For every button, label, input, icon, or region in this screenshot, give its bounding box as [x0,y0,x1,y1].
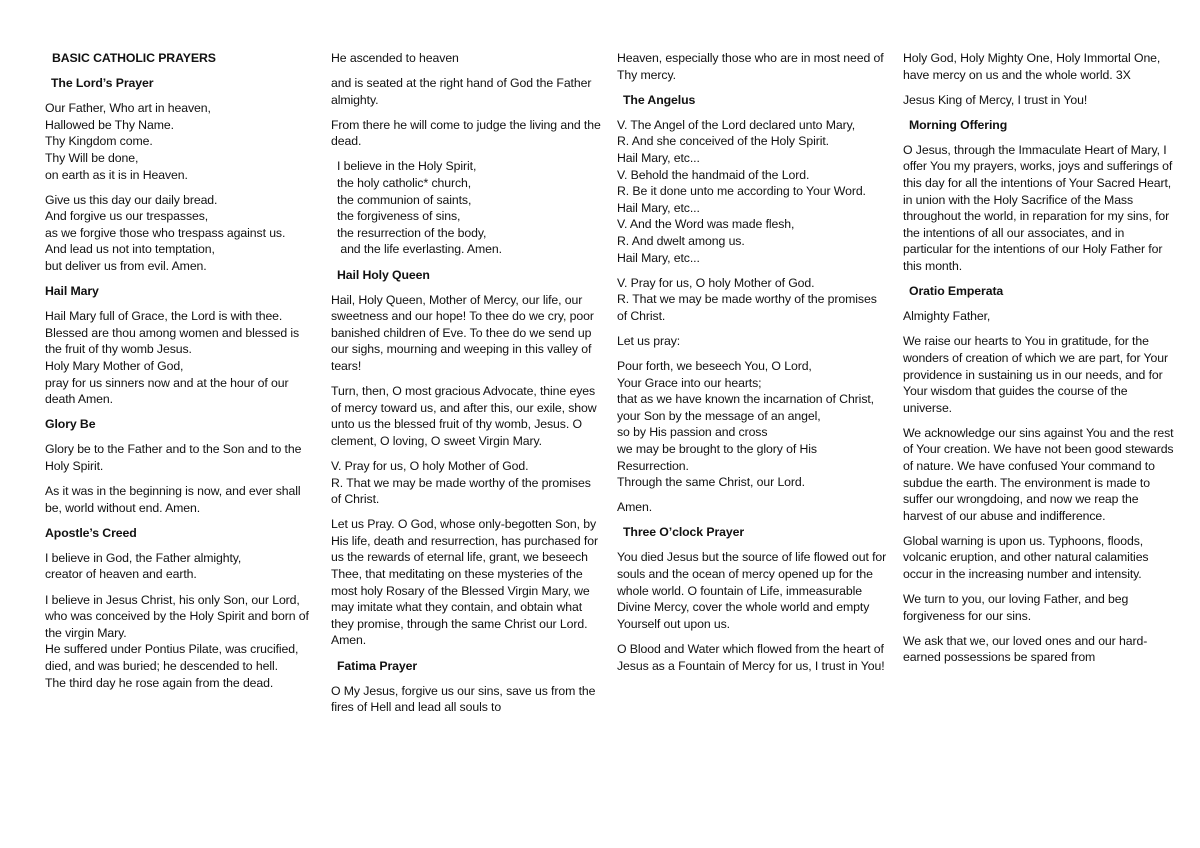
three-oclock-paragraph: O Blood and Water which flowed from the heart of Jesus as a Fountain of Mercy for us, I trust in You! [617,641,888,673]
glory-be-paragraph: Glory be to the Father and to the Son and to the Holy Spirit. [45,442,305,473]
apostles-creed-paragraph: I believe in the Holy Spirit, the holy catholic* church, the communion of saints, the forgiveness of sins, the resurrection of the body, and the life everlasting. Amen. [337,159,502,257]
hail-holy-queen-paragraph: Hail, Holy Queen, Mother of Mercy, our life, our sweetness and our hope! To thee do we cry, poor banished children of Eve. To thee do we send up our sighs, mourning and weeping in this valley of tears! [331,292,598,373]
apostles-creed-paragraph: From there he will come to judge the living and the dead. [331,117,605,149]
hail-holy-queen-paragraph: Let us Pray. O God, whose only-begotten Son, by His life, death and resurrection, has purchased for us the rewards of eternal life, grant, we beseech Thee, that meditating on these mysteries of the most holy Rosary of the Blessed Virgin Mary, we may imitate what they contain, and obtain what they promise, through the same Christ our Lord. Amen. [331,517,602,648]
document-title: BASIC CATHOLIC PRAYERS [52,51,216,65]
angelus-paragraph: V. The Angel of the Lord declared unto Mary, R. And she conceived of the Holy Spirit. Hail Mary, etc... V. Behold the handmaid of the Lord. R. Be it done unto me according to Your Word. Hail Mary, etc... V. And the Word was made flesh, R. And dwelt among us. Hail Mary, etc... [617,117,866,265]
hail-mary-heading: Hail Mary [45,284,99,299]
apostles-creed-paragraph: I believe in Jesus Christ, his only Son, our Lord, who was conceived by the Holy Spirit and born of the virgin Mary. He suffered under Pontius Pilate, was crucified, died, and was buried; he descended to hell. The third day he rose again from the dead. [45,592,309,690]
three-oclock-paragraph: Jesus King of Mercy, I trust in You! [903,92,1088,107]
glory-be-paragraph: As it was in the beginning is now, and ever shall be, world without end. Amen. [45,484,304,515]
oratio-emperata-paragraph: Global warning is upon us. Typhoons, floods, volcanic eruption, and other natural calamities occur in the increasing number and intensity. [903,533,1152,582]
angelus-paragraph: Amen. [617,500,653,515]
three-oclock-paragraph: You died Jesus but the source of life flowed out for souls and the ocean of mercy opened up for the whole world. O fountain of Life, immeasurable Divine Mercy, cover the whole world and empty Yourself out upon us. [617,550,890,631]
morning-offering-paragraph: O Jesus, through the Immaculate Heart of Mary, I offer You my prayers, works, joys and sufferings of this day for all the intentions of Your Sacred Heart, in union with the Holy Sacrifice of the Mass throughout the world, in reparation for my sins, for the intentions of all our associates, and in particular for the intentions of our Holy Father for this month. [903,142,1176,274]
hail-holy-queen-paragraph: Turn, then, O most gracious Advocate, thine eyes of mercy toward us, and after this, our exile, show unto us the blessed fruit of thy womb, Jesus. O clement, O loving, O sweet Virgin Mary. [331,384,600,448]
column-2 [331,50,605,724]
glory-be-heading: Glory Be [45,417,96,432]
angelus-paragraph: V. Pray for us, O holy Mother of God. R. That we may be made worthy of the promises of Christ. [617,275,877,323]
column-4 [903,50,1175,675]
apostles-creed-heading: Apostle’s Creed [45,525,137,540]
lords-prayer-paragraph: Our Father, Who art in heaven, Hallowed be Thy Name. Thy Kingdom come. Thy Will be done, on earth as it is in Heaven. [45,101,211,182]
angelus-heading: The Angelus [623,92,696,107]
fatima-prayer-heading: Fatima Prayer [337,658,418,673]
column-3 [617,50,889,683]
apostles-creed-paragraph: and is seated at the right hand of God the Father almighty. [331,76,595,107]
hail-mary-paragraph: Hail Mary full of Grace, the Lord is with thee. Blessed are thou among women and blessed is the fruit of thy womb Jesus. Holy Mary Mother of God, pray for us sinners now and at the hour of our death Amen. [45,309,300,407]
oratio-emperata-paragraph: We ask that we, our loved ones and our hard-earned possessions be spared from [903,633,1148,665]
apostles-creed-paragraph: I believe in God, the Father almighty, creator of heaven and earth. [45,550,242,582]
column-1 [45,50,315,700]
lords-prayer-paragraph: Give us this day our daily bread. And forgive us our trespasses, as we forgive those who trespass against us. And lead us not into temptation, but deliver us from evil. Amen. [45,192,286,274]
fatima-prayer-paragraph: Heaven, especially those who are in most need of Thy mercy. [617,51,887,82]
fatima-prayer-paragraph: O My Jesus, forgive us our sins, save us from the fires of Hell and lead all souls to [331,683,599,715]
hail-holy-queen-paragraph: V. Pray for us, O holy Mother of God. R. That we may be made worthy of the promises of Christ. [331,458,591,507]
oratio-emperata-heading: Oratio Emperata [909,284,1004,299]
lords-prayer-heading: The Lord’s Prayer [51,76,154,91]
oratio-emperata-paragraph: We raise our hearts to You in gratitude, for the wonders of creation of which we are part, for Your providence in sustaining us in our needs, and for Your wisdom that guides the course of the universe. [903,334,1172,415]
hail-holy-queen-heading: Hail Holy Queen [337,267,430,282]
oratio-emperata-paragraph: Almighty Father, [903,309,991,324]
oratio-emperata-paragraph: We turn to you, our loving Father, and beg forgiveness for our sins. [903,592,1132,623]
three-oclock-heading: Three O’clock Prayer [623,525,745,540]
angelus-paragraph: Let us pray: [617,333,681,348]
angelus-paragraph: Pour forth, we beseech You, O Lord, Your Grace into our hearts; that as we have known the incarnation of Christ, your Son by the message of an angel, so by His passion and cross we may be brought to the glory of His Resurrection. Through the same Christ, our Lord. [617,359,874,490]
apostles-creed-paragraph: He ascended to heaven [331,51,459,65]
three-oclock-paragraph: Holy God, Holy Mighty One, Holy Immortal One, have mercy on us and the whole world. 3X [903,51,1164,82]
oratio-emperata-paragraph: We acknowledge our sins against You and the rest of Your creation. We have not been good stewards of nature. We have confused Your command to subdue the earth. The environment is made to suffer our wrongdoing, and now we reap the harvest of our abuse and indifference. [903,425,1177,523]
morning-offering-heading: Morning Offering [909,117,1008,132]
